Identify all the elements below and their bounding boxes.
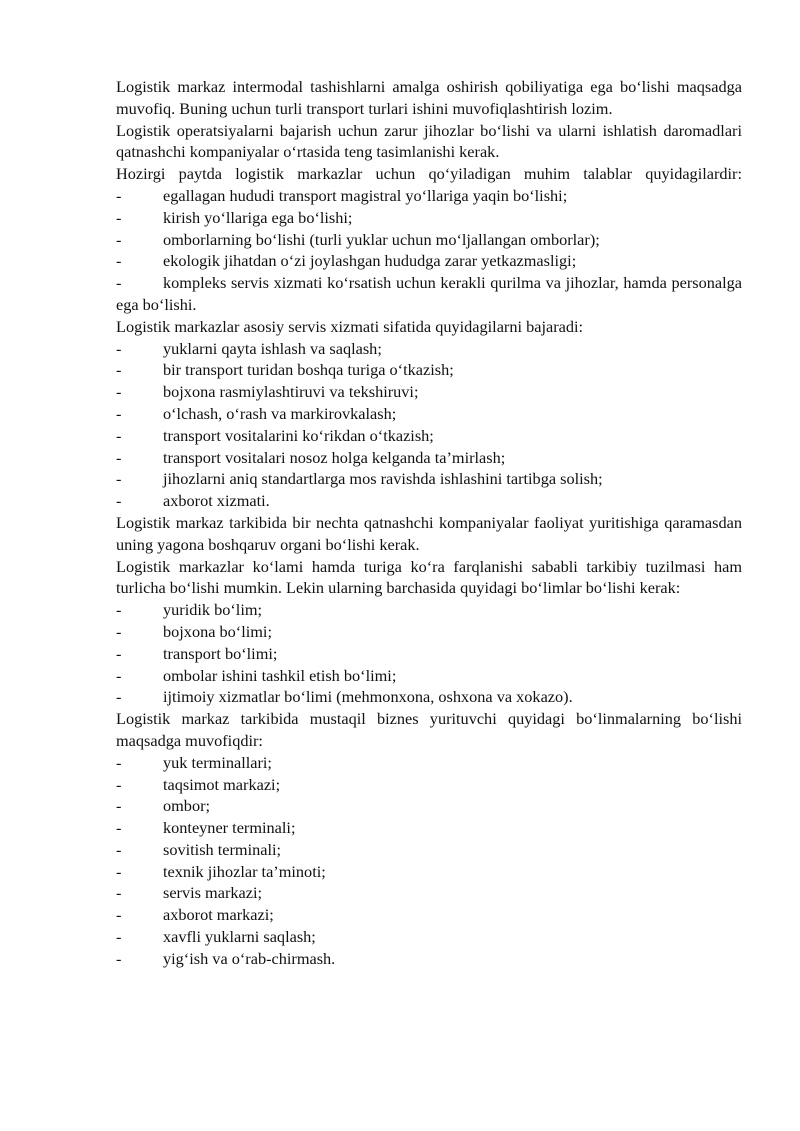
bullet-dash: - — [116, 948, 122, 968]
list-item-text: egallagan hududi transport magistral yo‘llariga yaqin bo‘lishi; — [163, 185, 568, 205]
list-item-text: o‘lchash, o‘rash va markirovkalash; — [163, 403, 397, 423]
bullet-dash: - — [116, 818, 122, 838]
paragraph-services-intro: Logistik markazlar asosiy servis xizmati sifatida quyidagilarni bajaradi: — [116, 316, 584, 336]
bullet-dash: - — [116, 338, 122, 358]
list-item-text: servis markazi; — [163, 883, 263, 903]
bullet-dash: - — [116, 861, 122, 881]
list-item-text: texnik jihozlar ta’minoti; — [163, 861, 326, 881]
list-item-text: ombolar ishini tashkil etish bo‘limi; — [163, 665, 397, 685]
list-item-text: yuridik bo‘lim; — [163, 600, 263, 620]
list-item-text: yig‘ish va o‘rab-chirmash. — [163, 948, 336, 968]
bullet-dash: - — [116, 796, 122, 816]
list-item — [116, 839, 742, 861]
list-item — [116, 250, 742, 272]
list-item — [116, 948, 742, 970]
bullet-dash: - — [116, 469, 122, 489]
list-item-text: bojxona rasmiylashtiruvi va tekshiruvi; — [163, 382, 419, 402]
list-item — [116, 665, 742, 687]
list-item-text: xavfli yuklarni saqlash; — [163, 927, 316, 947]
list-item — [116, 643, 742, 665]
list-item-text: sovitish terminali; — [163, 839, 282, 859]
bullet-dash: - — [116, 687, 122, 707]
list-item-text: ombor; — [163, 796, 211, 816]
paragraph-equipment: Logistik operatsiyalarni bajarish uchun zarur jihozlar bo‘lishi va ularni ishlatish daromadlari qatnashchi kompaniyalar o‘rtasida teng tasimlanishi kerak. — [116, 120, 742, 162]
bullet-dash: - — [116, 665, 122, 685]
list-item — [116, 752, 742, 774]
list-item — [116, 468, 742, 490]
list-item-text: transport vositalarini ko‘rikdan o‘tkazish; — [163, 425, 434, 445]
bullet-dash: - — [116, 752, 122, 772]
bullet-dash: - — [116, 491, 122, 511]
list-item — [116, 882, 742, 904]
bullet-dash: - — [116, 273, 122, 293]
list-item — [116, 686, 742, 708]
list-item — [116, 403, 742, 425]
bullet-dash: - — [116, 360, 122, 380]
list-item — [116, 861, 742, 883]
bullet-dash: - — [116, 251, 122, 271]
list-item — [116, 926, 742, 948]
list-item-text: transport vositalari nosoz holga kelganda ta’mirlash; — [163, 447, 506, 467]
bullet-dash: - — [116, 447, 122, 467]
paragraph-intermodal: Logistik markaz intermodal tashishlarni amalga oshirish qobiliyatiga ega bo‘lishi maqsadga muvofiq. Buning uchun turli transport turlari ishini muvofiqlashtirish lozim. — [116, 77, 742, 118]
bullet-dash: - — [116, 774, 122, 794]
bullet-dash: - — [116, 927, 122, 947]
list-item — [116, 904, 742, 926]
list-item-text: konteyner terminali; — [163, 818, 296, 838]
list-item-text: axborot xizmati. — [163, 491, 270, 511]
bullet-dash: - — [116, 382, 122, 402]
list-item-text: jihozlarni aniq standartlarga mos ravishda ishlashini tartibga solish; — [163, 469, 603, 489]
paragraph-single-management: Logistik markaz tarkibida bir nechta qatnashchi kompaniyalar faoliyat yuritishiga qaramasdan uning yagona boshqaruv organi bo‘lishi kerak. — [116, 512, 742, 554]
list-item-text: omborlarning bo‘lishi (turli yuklar uchun mo‘ljallangan omborlar); — [163, 229, 600, 249]
list-item — [116, 817, 742, 839]
list-item-text: transport bo‘limi; — [163, 643, 278, 663]
list-item-text: ijtimoiy xizmatlar bo‘limi (mehmonxona, oshxona va xokazo). — [163, 687, 573, 707]
list-item — [116, 425, 742, 447]
paragraph-departments-intro: Logistik markazlar ko‘lami hamda turiga ko‘ra farqlanishi sababli tarkibiy tuzilmasi ham turlicha bo‘lishi mumkin. Lekin ularning barchasida quyidagi bo‘limlar bo‘lishi kerak: — [116, 556, 742, 598]
list-item-text: kompleks servis xizmati ko‘rsatish uchun kerakli qurilma va jihozlar, hamda personalga ega bo‘lishi. — [116, 273, 742, 314]
document-page — [116, 76, 742, 970]
list-item — [116, 207, 742, 229]
list-item-text: bir transport turidan boshqa turiga o‘tkazish; — [163, 360, 454, 380]
bullet-dash: - — [116, 600, 122, 620]
list-item — [116, 599, 742, 621]
bullet-dash: - — [116, 883, 122, 903]
bullet-dash: - — [116, 643, 122, 663]
list-item — [116, 338, 742, 360]
list-item-text: yuklarni qayta ishlash va saqlash; — [163, 338, 382, 358]
paragraph-requirements-intro: Hozirgi paytda logistik markazlar uchun qo‘yiladigan muhim talablar quyidagilardir: — [116, 164, 742, 184]
list-item-text: axborot markazi; — [163, 905, 274, 925]
list-item-text: taqsimot markazi; — [163, 774, 281, 794]
bullet-dash: - — [116, 425, 122, 445]
bullet-dash: - — [116, 839, 122, 859]
bullet-dash: - — [116, 621, 122, 641]
list-item-text: bojxona bo‘limi; — [163, 621, 272, 641]
list-item — [116, 229, 742, 251]
list-item — [116, 621, 742, 643]
list-item — [116, 795, 742, 817]
list-item — [116, 490, 742, 512]
list-item — [116, 272, 742, 316]
list-item — [116, 774, 742, 796]
paragraph-units-intro: Logistik markaz tarkibida mustaqil biznes yurituvchi quyidagi bo‘linmalarning bo‘lishi maqsadga muvofiqdir: — [116, 709, 742, 750]
list-item-text: ekologik jihatdan o‘zi joylashgan hududga zarar yetkazmasligi; — [163, 251, 577, 271]
bullet-dash: - — [116, 905, 122, 925]
list-item — [116, 185, 742, 207]
list-item — [116, 381, 742, 403]
list-item-text: yuk terminallari; — [163, 752, 272, 772]
bullet-dash: - — [116, 229, 122, 249]
list-item-text: kirish yo‘llariga ega bo‘lishi; — [163, 207, 353, 227]
bullet-dash: - — [116, 185, 122, 205]
list-item — [116, 359, 742, 381]
bullet-dash: - — [116, 207, 122, 227]
bullet-dash: - — [116, 403, 122, 423]
list-item — [116, 447, 742, 469]
